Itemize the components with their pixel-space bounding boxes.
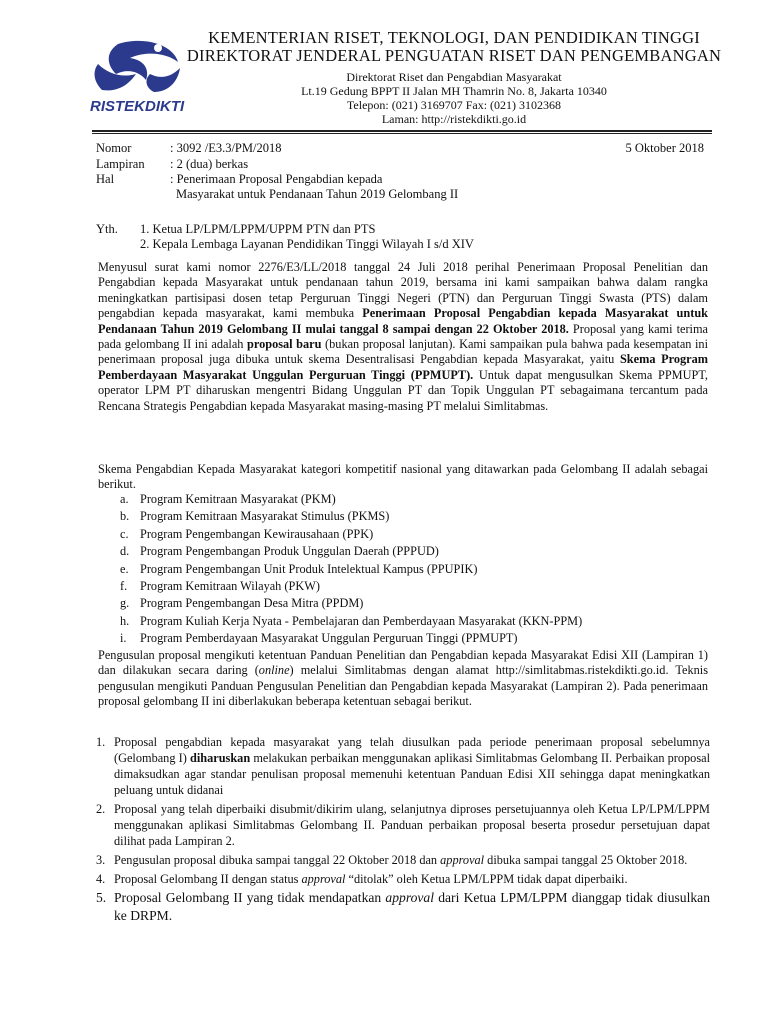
program-list: [120, 491, 582, 648]
logo-wordmark: RISTEKDIKTI: [90, 98, 185, 115]
sub-directorate: Direktorat Riset dan Pengabdian Masyarakat: [346, 70, 562, 84]
directorate-name: DIREKTORAT JENDERAL PENGUATAN RISET DAN PENGEMBANGAN: [186, 46, 722, 65]
para2-text: Skema Pengabdian Kepada Masyarakat kategori kompetitif nasional yang ditawarkan pada Gelombang II adalah sebagai berikut.: [98, 462, 708, 492]
list-item: i. Program Pemberdayaan Masyarakat Unggulan Perguruan Tinggi (PPMUPT): [120, 631, 518, 646]
header-rule-thin: [92, 133, 712, 134]
list-item: c. Program Pengembangan Kewirausahaan (PPK): [120, 526, 374, 541]
paragraph-intro: [98, 260, 708, 414]
para1-text-3: (bukan proposal lanjutan). Kami sampaikan pula bahwa pada kesempatan ini penerimaan proposal juga dibuka untuk skema Desentralisasi Pengabdian kepada Masyarakat, yaitu: [98, 337, 708, 367]
lampiran-value: : 2 (dua) berkas: [170, 157, 249, 171]
paragraph-schemes: [98, 462, 708, 493]
para1-bold-1: Penerimaan Proposal Pengabdian kepada Masyarakat untuk Pendanaan Tahun 2019 Gelombang II mulai tanggal 8 sampai dengan 22 Oktober 2018.: [98, 306, 709, 336]
recipient-1: 1. Ketua LP/LPM/LPPM/UPPM PTN dan PTS: [140, 222, 376, 236]
para1-text-1: Menyusul surat kami nomor 2276/E3/LL/2018 tanggal 24 Juli 2018 perihal Penerimaan Proposal Penelitian dan Pengabdian kepada Masyarakat untuk pendanaan tahun 2019, bersama ini kami sampaikan bahwa dalam rangka meningkatkan partisipasi dosen tetap Perguruan Tinggi Negeri (PTN) dan Perguruan Tinggi Swasta (PTS) dalam pengabdian kepada masyarakat, kami membuka: [98, 260, 708, 321]
nomor-value: : 3092 /E3.3/PM/2018: [170, 141, 282, 155]
rule-item-4: 4. Proposal Gelombang II dengan status approval “ditolak” oleh Ketua LPM/LPPM tidak dapat diperbaiki.: [96, 872, 628, 886]
list-item: g. Program Pengembangan Desa Mitra (PPDM): [120, 596, 364, 611]
para3-italic: online: [258, 663, 290, 678]
para1-bold-3: Skema Program Pemberdayaan Masyarakat Unggulan Perguruan Tinggi (PPMUPT).: [98, 352, 708, 382]
para1-text-4: Untuk dapat mengusulkan Skema PPMUPT, operator LPM PT diharuskan mengentri Bidang Unggulan PT dan Topik Unggulan PT sebagaimana tercantum pada Rencana Strategis Pengabdian kepada Masyarakat masing-masing PT melalui Simlitabmas.: [98, 367, 708, 413]
website: Laman: http://ristekdikti.go.id: [381, 112, 527, 126]
rule-item-3: 3. Pengusulan proposal dibuka sampai tanggal 22 Oktober 2018 dan approval dibuka sampai tanggal 25 Oktober 2018.: [96, 853, 688, 867]
phone-fax: Telepon: (021) 3169707 Fax: (021) 3102368: [346, 98, 562, 112]
hal-label: Hal: [96, 172, 115, 186]
list-item: f. Program Kemitraan Wilayah (PKW): [120, 579, 320, 594]
nomor-label: Nomor: [96, 141, 132, 155]
list-item: e. Program Pengembangan Unit Produk Intelektual Kampus (PPUPIK): [120, 561, 478, 576]
hal-value-line1: : Penerimaan Proposal Pengabdian kepada: [170, 172, 383, 186]
rules-list: [96, 734, 710, 925]
lampiran-label: Lampiran: [96, 157, 145, 171]
recipient-2: 2. Kepala Lembaga Layanan Pendidikan Tinggi Wilayah I s/d XIV: [140, 237, 474, 251]
para3-text-2: ) melalui Simlitabmas dengan alamat http://simlitabmas.ristekdikti.go.id. Teknis pengusulan mengikuti Panduan Pengusulan Penelitian dan Pengabdian kepada Masyarakat (Lampiran 2). Pada penerimaan proposal gelombang II ini diberlakukan beberapa ketentuan sebagai berikut.: [98, 663, 708, 709]
rule-item-1: 1. Proposal pengabdian kepada masyarakat yang telah diusulkan pada periode penerimaan proposal sebelumnya (Gelombang I) diharuskan melakukan perbaikan menggunakan aplikasi Simlitabmas Gelombang II. Perbaikan proposal dimaksudkan agar standar penulisan proposal memenuhi ketentuan Panduan Edisi XII sehingga dapat meningkatkan peluang untuk didanai: [96, 735, 710, 797]
address: Lt.19 Gedung BPPT II Jalan MH Thamrin No. 8, Jakarta 10340: [301, 84, 607, 98]
list-item: b. Program Kemitraan Masyarakat Stimulus (PKMS): [120, 509, 390, 524]
rule-item-2: 2. Proposal yang telah diperbaiki disubmit/dikirim ulang, selanjutnya diproses persetujuannya oleh Ketua LP/LPM/LPPM menggunakan aplikasi Simlitabmas Gelombang II. Panduan perbaikan proposal beserta prosedur persetujuan dapat dilihat pada Lampiran 2.: [96, 802, 710, 848]
para3-text-1: Pengusulan proposal mengikuti ketentuan Panduan Penelitian dan Pengabdian kepada Masyarakat Edisi XII (Lampiran 1) dan dilakukan secara daring (: [98, 648, 708, 678]
para1-text-2: Proposal yang kami terima pada gelombang II ini adalah: [98, 321, 708, 352]
list-item: h. Program Kuliah Kerja Nyata - Pembelajaran dan Pemberdayaan Masyarakat (KKN-PPM): [120, 613, 583, 628]
ministry-name: KEMENTERIAN RISET, TEKNOLOGI, DAN PENDIDIKAN TINGGI: [208, 28, 700, 47]
rule-item-5: 5. Proposal Gelombang II yang tidak mendapatkan approval dari Ketua LPM/LPPM dianggap tidak diusulkan ke DRPM.: [96, 890, 710, 923]
list-item: d. Program Pengembangan Produk Unggulan Daerah (PPPUD): [120, 544, 439, 559]
hal-value-line2: Masyarakat untuk Pendanaan Tahun 2019 Gelombang II: [176, 187, 459, 201]
header-rule: [92, 130, 712, 132]
list-item: a. Program Kemitraan Masyarakat (PKM): [120, 492, 336, 506]
paragraph-submission: [98, 648, 708, 710]
letter-date: 5 Oktober 2018: [625, 141, 704, 155]
para1-bold-2: proposal baru: [247, 337, 322, 352]
recipient-label: Yth.: [96, 222, 118, 236]
